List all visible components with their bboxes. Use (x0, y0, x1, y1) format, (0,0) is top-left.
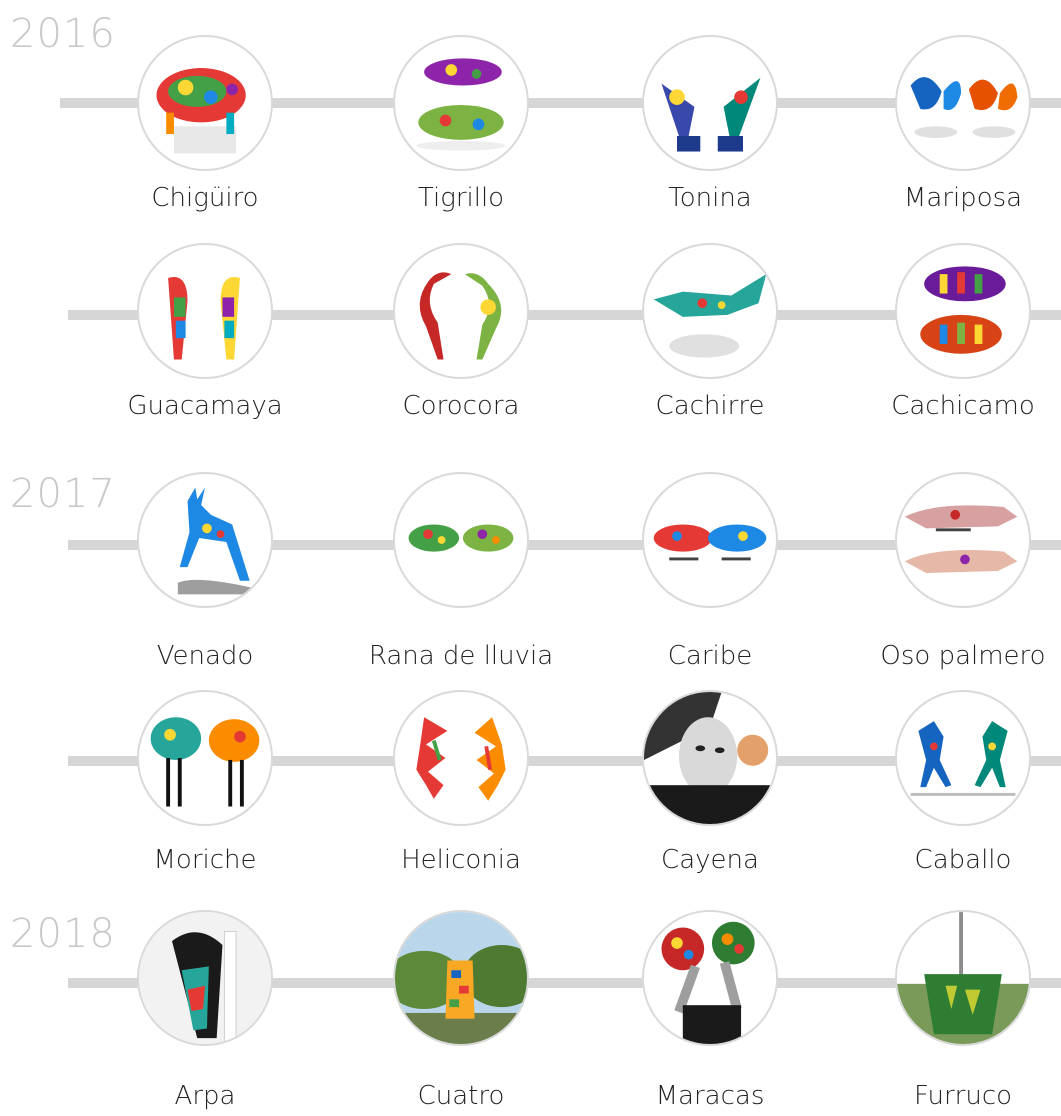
item-label-tonina: Tonina (668, 183, 752, 213)
dolphin-sculpture-icon[interactable] (642, 35, 778, 171)
item-label-caballo: Caballo (914, 845, 1012, 875)
item-label-furruco: Furruco (913, 1081, 1013, 1111)
caiman-sculpture-icon[interactable] (642, 243, 778, 379)
horse-sculpture-icon[interactable] (895, 690, 1031, 826)
maracas-sculpture-icon[interactable] (642, 910, 778, 1046)
item-label-mariposa: Mariposa (903, 183, 1023, 213)
item-label-chiguiro: Chigüiro (151, 183, 259, 213)
item-label-cachirre: Cachirre (655, 391, 765, 421)
item-label-rana-de-lluvia: Rana de lluvia (368, 641, 554, 671)
year-label-2017: 2017 (10, 471, 116, 517)
hibiscus-face-sculpture-icon[interactable] (642, 690, 778, 826)
anteater-sculpture-icon[interactable] (895, 472, 1031, 608)
year-label-2018: 2018 (10, 911, 116, 957)
item-label-cayena: Cayena (661, 845, 759, 875)
piranha-sculpture-icon[interactable] (642, 472, 778, 608)
cuatro-guitar-sculpture-icon[interactable] (393, 910, 529, 1046)
furruco-drum-sculpture-icon[interactable] (895, 910, 1031, 1046)
item-label-tigrillo: Tigrillo (417, 183, 505, 213)
ocelot-sculpture-icon[interactable] (393, 35, 529, 171)
item-label-venado: Venado (156, 641, 254, 671)
item-label-corocora: Corocora (402, 391, 520, 421)
frog-sculpture-icon[interactable] (393, 472, 529, 608)
deer-sculpture-icon[interactable] (137, 472, 273, 608)
harp-sculpture-icon[interactable] (137, 910, 273, 1046)
year-label-2016: 2016 (10, 11, 116, 57)
item-label-cachicamo: Cachicamo (891, 391, 1035, 421)
item-label-arpa: Arpa (174, 1081, 236, 1111)
heliconia-flower-sculpture-icon[interactable] (393, 690, 529, 826)
item-label-cuatro: Cuatro (417, 1081, 505, 1111)
ibis-sculpture-icon[interactable] (393, 243, 529, 379)
capybara-sculpture-icon[interactable] (137, 35, 273, 171)
macaw-sculpture-icon[interactable] (137, 243, 273, 379)
item-label-guacamaya: Guacamaya (127, 391, 283, 421)
butterfly-sculpture-icon[interactable] (895, 35, 1031, 171)
item-label-heliconia: Heliconia (401, 845, 521, 875)
item-label-caribe: Caribe (667, 641, 753, 671)
item-label-maracas: Maracas (655, 1081, 765, 1111)
item-label-oso-palmero: Oso palmero (880, 641, 1046, 671)
palm-tree-sculpture-icon[interactable] (137, 690, 273, 826)
item-label-moriche: Moriche (153, 845, 257, 875)
armadillo-sculpture-icon[interactable] (895, 243, 1031, 379)
